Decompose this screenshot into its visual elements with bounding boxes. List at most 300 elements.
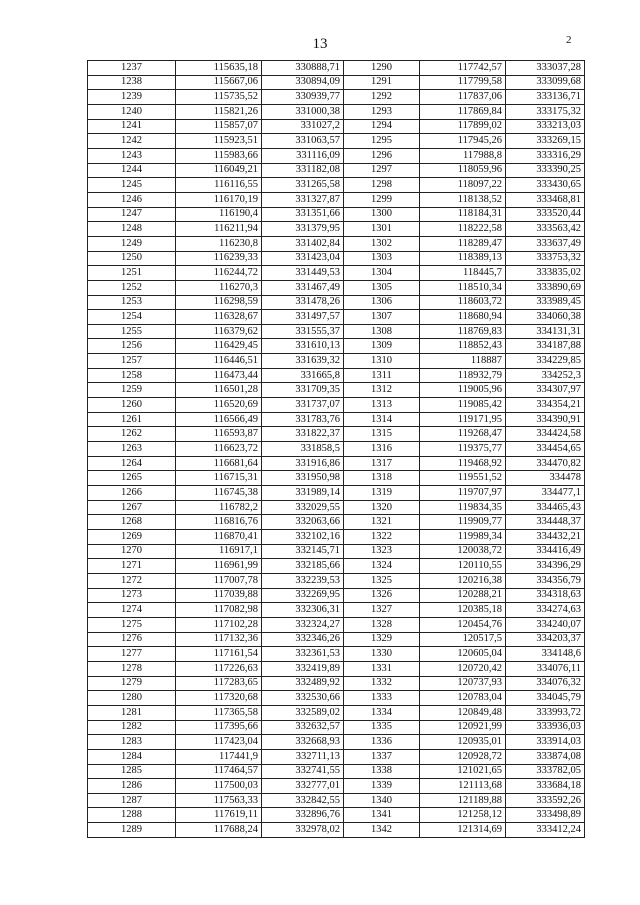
point-number-cell: 1295 (344, 134, 420, 149)
point-number-cell: 1331 (344, 661, 420, 676)
x-coordinate-cell: 120928,72 (420, 749, 506, 764)
y-coordinate-cell: 331989,14 (262, 486, 344, 501)
x-coordinate-cell: 116190,4 (176, 207, 262, 222)
table-row (88, 691, 585, 706)
table-row (88, 119, 585, 134)
x-coordinate-cell: 118289,47 (420, 236, 506, 251)
point-number-cell: 1288 (88, 808, 176, 823)
point-number-cell: 1259 (88, 383, 176, 398)
y-coordinate-cell: 332185,66 (262, 559, 344, 574)
y-coordinate-cell: 331402,84 (262, 236, 344, 251)
x-coordinate-cell: 116473,44 (176, 368, 262, 383)
x-coordinate-cell: 117082,98 (176, 603, 262, 618)
table-row (88, 90, 585, 105)
point-number-cell: 1290 (344, 61, 420, 76)
y-coordinate-cell: 331265,58 (262, 178, 344, 193)
y-coordinate-cell: 332346,26 (262, 632, 344, 647)
x-coordinate-cell: 116116,55 (176, 178, 262, 193)
table-row (88, 588, 585, 603)
x-coordinate-cell: 117742,57 (420, 61, 506, 76)
x-coordinate-cell: 117500,03 (176, 779, 262, 794)
point-number-cell: 1300 (344, 207, 420, 222)
x-coordinate-cell: 116681,64 (176, 456, 262, 471)
y-coordinate-cell: 331467,49 (262, 280, 344, 295)
point-number-cell: 1255 (88, 324, 176, 339)
x-coordinate-cell: 116244,72 (176, 266, 262, 281)
y-coordinate-cell: 332029,55 (262, 500, 344, 515)
table-row (88, 207, 585, 222)
point-number-cell: 1293 (344, 104, 420, 119)
y-coordinate-cell: 330888,71 (262, 61, 344, 76)
point-number-cell: 1266 (88, 486, 176, 501)
point-number-cell: 1264 (88, 456, 176, 471)
x-coordinate-cell: 119005,96 (420, 383, 506, 398)
table-row (88, 354, 585, 369)
point-number-cell: 1267 (88, 500, 176, 515)
point-number-cell: 1327 (344, 603, 420, 618)
y-coordinate-cell: 331639,32 (262, 354, 344, 369)
point-number-cell: 1241 (88, 119, 176, 134)
point-number-cell: 1292 (344, 90, 420, 105)
y-coordinate-cell: 334131,31 (506, 324, 585, 339)
x-coordinate-cell: 118138,52 (420, 192, 506, 207)
point-number-cell: 1285 (88, 764, 176, 779)
y-coordinate-cell: 333874,08 (506, 749, 585, 764)
point-number-cell: 1239 (88, 90, 176, 105)
point-number-cell: 1281 (88, 705, 176, 720)
table-row (88, 339, 585, 354)
y-coordinate-cell: 331822,37 (262, 427, 344, 442)
y-coordinate-cell: 332063,66 (262, 515, 344, 530)
x-coordinate-cell: 117619,11 (176, 808, 262, 823)
table-row (88, 442, 585, 457)
x-coordinate-cell: 119375,77 (420, 442, 506, 457)
table-row (88, 515, 585, 530)
corner-mark: 2 (566, 34, 572, 46)
x-coordinate-cell: 117563,33 (176, 793, 262, 808)
point-number-cell: 1289 (88, 823, 176, 838)
point-number-cell: 1302 (344, 236, 420, 251)
x-coordinate-cell: 121189,88 (420, 793, 506, 808)
x-coordinate-cell: 118445,7 (420, 266, 506, 281)
table-row (88, 720, 585, 735)
point-number-cell: 1283 (88, 735, 176, 750)
table-row (88, 500, 585, 515)
y-coordinate-cell: 332711,13 (262, 749, 344, 764)
x-coordinate-cell: 121258,12 (420, 808, 506, 823)
y-coordinate-cell: 334060,38 (506, 310, 585, 325)
y-coordinate-cell: 331027,2 (262, 119, 344, 134)
y-coordinate-cell: 332668,93 (262, 735, 344, 750)
y-coordinate-cell: 334229,85 (506, 354, 585, 369)
point-number-cell: 1279 (88, 676, 176, 691)
table-row (88, 603, 585, 618)
x-coordinate-cell: 116520,69 (176, 398, 262, 413)
point-number-cell: 1287 (88, 793, 176, 808)
point-number-cell: 1265 (88, 471, 176, 486)
point-number-cell: 1312 (344, 383, 420, 398)
table-row (88, 559, 585, 574)
point-number-cell: 1256 (88, 339, 176, 354)
x-coordinate-cell: 117161,54 (176, 647, 262, 662)
y-coordinate-cell: 331555,37 (262, 324, 344, 339)
x-coordinate-cell: 120737,93 (420, 676, 506, 691)
y-coordinate-cell: 333592,26 (506, 793, 585, 808)
x-coordinate-cell: 120849,48 (420, 705, 506, 720)
y-coordinate-cell: 333412,24 (506, 823, 585, 838)
point-number-cell: 1268 (88, 515, 176, 530)
point-number-cell: 1251 (88, 266, 176, 281)
x-coordinate-cell: 119989,34 (420, 530, 506, 545)
point-number-cell: 1307 (344, 310, 420, 325)
point-number-cell: 1270 (88, 544, 176, 559)
y-coordinate-cell: 331783,76 (262, 412, 344, 427)
table-row (88, 192, 585, 207)
point-number-cell: 1323 (344, 544, 420, 559)
point-number-cell: 1294 (344, 119, 420, 134)
table-row (88, 661, 585, 676)
y-coordinate-cell: 334465,43 (506, 500, 585, 515)
x-coordinate-cell: 121021,65 (420, 764, 506, 779)
point-number-cell: 1273 (88, 588, 176, 603)
table-row (88, 530, 585, 545)
y-coordinate-cell: 334424,58 (506, 427, 585, 442)
x-coordinate-cell: 120783,04 (420, 691, 506, 706)
y-coordinate-cell: 331478,26 (262, 295, 344, 310)
y-coordinate-cell: 334477,1 (506, 486, 585, 501)
point-number-cell: 1320 (344, 500, 420, 515)
y-coordinate-cell: 333468,81 (506, 192, 585, 207)
x-coordinate-cell: 117320,68 (176, 691, 262, 706)
x-coordinate-cell: 116446,51 (176, 354, 262, 369)
y-coordinate-cell: 333269,15 (506, 134, 585, 149)
x-coordinate-cell: 116298,59 (176, 295, 262, 310)
table-row (88, 676, 585, 691)
y-coordinate-cell: 334274,63 (506, 603, 585, 618)
y-coordinate-cell: 331858,5 (262, 442, 344, 457)
point-number-cell: 1284 (88, 749, 176, 764)
y-coordinate-cell: 334356,79 (506, 573, 585, 588)
x-coordinate-cell: 117945,26 (420, 134, 506, 149)
y-coordinate-cell: 331497,57 (262, 310, 344, 325)
y-coordinate-cell: 331116,09 (262, 148, 344, 163)
y-coordinate-cell: 332777,01 (262, 779, 344, 794)
y-coordinate-cell: 333835,02 (506, 266, 585, 281)
x-coordinate-cell: 116049,21 (176, 163, 262, 178)
y-coordinate-cell: 334076,32 (506, 676, 585, 691)
point-number-cell: 1286 (88, 779, 176, 794)
y-coordinate-cell: 330894,09 (262, 75, 344, 90)
table-row (88, 705, 585, 720)
point-number-cell: 1308 (344, 324, 420, 339)
y-coordinate-cell: 333498,89 (506, 808, 585, 823)
point-number-cell: 1339 (344, 779, 420, 794)
page-number: 13 (312, 36, 328, 52)
point-number-cell: 1310 (344, 354, 420, 369)
x-coordinate-cell: 115667,06 (176, 75, 262, 90)
point-number-cell: 1240 (88, 104, 176, 119)
table-row (88, 412, 585, 427)
x-coordinate-cell: 117007,78 (176, 573, 262, 588)
x-coordinate-cell: 116782,2 (176, 500, 262, 515)
x-coordinate-cell: 117899,02 (420, 119, 506, 134)
table-row (88, 75, 585, 90)
y-coordinate-cell: 332324,27 (262, 617, 344, 632)
point-number-cell: 1333 (344, 691, 420, 706)
y-coordinate-cell: 334318,63 (506, 588, 585, 603)
x-coordinate-cell: 119909,77 (420, 515, 506, 530)
y-coordinate-cell: 332102,16 (262, 530, 344, 545)
y-coordinate-cell: 333782,05 (506, 764, 585, 779)
table-row (88, 368, 585, 383)
table-row (88, 486, 585, 501)
y-coordinate-cell: 331063,57 (262, 134, 344, 149)
point-number-cell: 1338 (344, 764, 420, 779)
point-number-cell: 1275 (88, 617, 176, 632)
x-coordinate-cell: 120935,01 (420, 735, 506, 750)
point-number-cell: 1242 (88, 134, 176, 149)
x-coordinate-cell: 118887 (420, 354, 506, 369)
y-coordinate-cell: 334390,91 (506, 412, 585, 427)
table-row (88, 617, 585, 632)
x-coordinate-cell: 115735,52 (176, 90, 262, 105)
table-row (88, 823, 585, 838)
y-coordinate-cell: 332489,92 (262, 676, 344, 691)
x-coordinate-cell: 117799,58 (420, 75, 506, 90)
point-number-cell: 1304 (344, 266, 420, 281)
x-coordinate-cell: 116715,31 (176, 471, 262, 486)
y-coordinate-cell: 332741,55 (262, 764, 344, 779)
table-row (88, 647, 585, 662)
x-coordinate-cell: 119707,97 (420, 486, 506, 501)
x-coordinate-cell: 116593,87 (176, 427, 262, 442)
y-coordinate-cell: 334432,21 (506, 530, 585, 545)
table-row (88, 398, 585, 413)
point-number-cell: 1306 (344, 295, 420, 310)
point-number-cell: 1309 (344, 339, 420, 354)
point-number-cell: 1299 (344, 192, 420, 207)
x-coordinate-cell: 118222,58 (420, 222, 506, 237)
point-number-cell: 1328 (344, 617, 420, 632)
y-coordinate-cell: 332419,89 (262, 661, 344, 676)
table-row (88, 808, 585, 823)
y-coordinate-cell: 333213,03 (506, 119, 585, 134)
x-coordinate-cell: 116429,45 (176, 339, 262, 354)
table-row (88, 764, 585, 779)
table-row (88, 266, 585, 281)
y-coordinate-cell: 332145,71 (262, 544, 344, 559)
x-coordinate-cell: 116870,41 (176, 530, 262, 545)
y-coordinate-cell: 332306,31 (262, 603, 344, 618)
table-row (88, 573, 585, 588)
point-number-cell: 1280 (88, 691, 176, 706)
x-coordinate-cell: 117441,9 (176, 749, 262, 764)
y-coordinate-cell: 332589,02 (262, 705, 344, 720)
x-coordinate-cell: 117283,65 (176, 676, 262, 691)
point-number-cell: 1301 (344, 222, 420, 237)
table-row (88, 280, 585, 295)
x-coordinate-cell: 118680,94 (420, 310, 506, 325)
table-row (88, 104, 585, 119)
x-coordinate-cell: 117869,84 (420, 104, 506, 119)
x-coordinate-cell: 120288,21 (420, 588, 506, 603)
y-coordinate-cell: 334187,88 (506, 339, 585, 354)
y-coordinate-cell: 333430,65 (506, 178, 585, 193)
y-coordinate-cell: 331182,08 (262, 163, 344, 178)
point-number-cell: 1269 (88, 530, 176, 545)
y-coordinate-cell: 334416,49 (506, 544, 585, 559)
point-number-cell: 1336 (344, 735, 420, 750)
x-coordinate-cell: 117132,36 (176, 632, 262, 647)
x-coordinate-cell: 120110,55 (420, 559, 506, 574)
table-row (88, 61, 585, 76)
x-coordinate-cell: 119085,42 (420, 398, 506, 413)
y-coordinate-cell: 333989,45 (506, 295, 585, 310)
y-coordinate-cell: 334252,3 (506, 368, 585, 383)
point-number-cell: 1274 (88, 603, 176, 618)
y-coordinate-cell: 333637,49 (506, 236, 585, 251)
y-coordinate-cell: 331327,87 (262, 192, 344, 207)
point-number-cell: 1244 (88, 163, 176, 178)
x-coordinate-cell: 118932,79 (420, 368, 506, 383)
x-coordinate-cell: 120216,38 (420, 573, 506, 588)
y-coordinate-cell: 332239,53 (262, 573, 344, 588)
y-coordinate-cell: 330939,77 (262, 90, 344, 105)
point-number-cell: 1291 (344, 75, 420, 90)
x-coordinate-cell: 117102,28 (176, 617, 262, 632)
point-number-cell: 1313 (344, 398, 420, 413)
point-number-cell: 1325 (344, 573, 420, 588)
x-coordinate-cell: 121113,68 (420, 779, 506, 794)
table-row (88, 310, 585, 325)
y-coordinate-cell: 331916,86 (262, 456, 344, 471)
table-row (88, 148, 585, 163)
point-number-cell: 1278 (88, 661, 176, 676)
y-coordinate-cell: 334045,79 (506, 691, 585, 706)
table-row (88, 735, 585, 750)
x-coordinate-cell: 117423,04 (176, 735, 262, 750)
point-number-cell: 1326 (344, 588, 420, 603)
point-number-cell: 1305 (344, 280, 420, 295)
table-row (88, 793, 585, 808)
table-row (88, 251, 585, 266)
point-number-cell: 1315 (344, 427, 420, 442)
y-coordinate-cell: 332361,53 (262, 647, 344, 662)
y-coordinate-cell: 333175,32 (506, 104, 585, 119)
x-coordinate-cell: 116745,38 (176, 486, 262, 501)
point-number-cell: 1335 (344, 720, 420, 735)
y-coordinate-cell: 333890,69 (506, 280, 585, 295)
table-row (88, 749, 585, 764)
point-number-cell: 1250 (88, 251, 176, 266)
point-number-cell: 1324 (344, 559, 420, 574)
point-number-cell: 1238 (88, 75, 176, 90)
y-coordinate-cell: 331665,8 (262, 368, 344, 383)
table-row (88, 324, 585, 339)
point-number-cell: 1243 (88, 148, 176, 163)
x-coordinate-cell: 120454,76 (420, 617, 506, 632)
point-number-cell: 1318 (344, 471, 420, 486)
y-coordinate-cell: 333316,29 (506, 148, 585, 163)
point-number-cell: 1271 (88, 559, 176, 574)
point-number-cell: 1334 (344, 705, 420, 720)
point-number-cell: 1248 (88, 222, 176, 237)
point-number-cell: 1341 (344, 808, 420, 823)
x-coordinate-cell: 120605,04 (420, 647, 506, 662)
x-coordinate-cell: 118769,83 (420, 324, 506, 339)
y-coordinate-cell: 334148,6 (506, 647, 585, 662)
point-number-cell: 1260 (88, 398, 176, 413)
y-coordinate-cell: 334240,07 (506, 617, 585, 632)
x-coordinate-cell: 116501,28 (176, 383, 262, 398)
point-number-cell: 1253 (88, 295, 176, 310)
y-coordinate-cell: 333753,32 (506, 251, 585, 266)
y-coordinate-cell: 331423,04 (262, 251, 344, 266)
x-coordinate-cell: 115635,18 (176, 61, 262, 76)
x-coordinate-cell: 119268,47 (420, 427, 506, 442)
x-coordinate-cell: 118059,96 (420, 163, 506, 178)
x-coordinate-cell: 118852,43 (420, 339, 506, 354)
point-number-cell: 1257 (88, 354, 176, 369)
y-coordinate-cell: 334448,37 (506, 515, 585, 530)
x-coordinate-cell: 116328,67 (176, 310, 262, 325)
table-row (88, 236, 585, 251)
point-number-cell: 1322 (344, 530, 420, 545)
y-coordinate-cell: 333136,71 (506, 90, 585, 105)
point-number-cell: 1277 (88, 647, 176, 662)
point-number-cell: 1332 (344, 676, 420, 691)
x-coordinate-cell: 118184,31 (420, 207, 506, 222)
point-number-cell: 1296 (344, 148, 420, 163)
point-number-cell: 1282 (88, 720, 176, 735)
point-number-cell: 1276 (88, 632, 176, 647)
y-coordinate-cell: 332632,57 (262, 720, 344, 735)
x-coordinate-cell: 116917,1 (176, 544, 262, 559)
table-row (88, 456, 585, 471)
y-coordinate-cell: 332896,76 (262, 808, 344, 823)
x-coordinate-cell: 117688,24 (176, 823, 262, 838)
y-coordinate-cell: 334203,37 (506, 632, 585, 647)
y-coordinate-cell: 331351,66 (262, 207, 344, 222)
y-coordinate-cell: 332842,55 (262, 793, 344, 808)
table-row (88, 295, 585, 310)
x-coordinate-cell: 120720,42 (420, 661, 506, 676)
point-number-cell: 1317 (344, 456, 420, 471)
point-number-cell: 1319 (344, 486, 420, 501)
point-number-cell: 1321 (344, 515, 420, 530)
y-coordinate-cell: 334354,21 (506, 398, 585, 413)
y-coordinate-cell: 331950,98 (262, 471, 344, 486)
coordinates-table (87, 60, 585, 838)
y-coordinate-cell: 334076,11 (506, 661, 585, 676)
table-row (88, 471, 585, 486)
y-coordinate-cell: 331709,35 (262, 383, 344, 398)
x-coordinate-cell: 116623,72 (176, 442, 262, 457)
point-number-cell: 1263 (88, 442, 176, 457)
x-coordinate-cell: 120921,99 (420, 720, 506, 735)
x-coordinate-cell: 116230,8 (176, 236, 262, 251)
x-coordinate-cell: 116211,94 (176, 222, 262, 237)
point-number-cell: 1272 (88, 573, 176, 588)
x-coordinate-cell: 121314,69 (420, 823, 506, 838)
x-coordinate-cell: 115821,26 (176, 104, 262, 119)
point-number-cell: 1262 (88, 427, 176, 442)
point-number-cell: 1340 (344, 793, 420, 808)
y-coordinate-cell: 332530,66 (262, 691, 344, 706)
y-coordinate-cell: 333993,72 (506, 705, 585, 720)
x-coordinate-cell: 115857,07 (176, 119, 262, 134)
x-coordinate-cell: 118603,72 (420, 295, 506, 310)
